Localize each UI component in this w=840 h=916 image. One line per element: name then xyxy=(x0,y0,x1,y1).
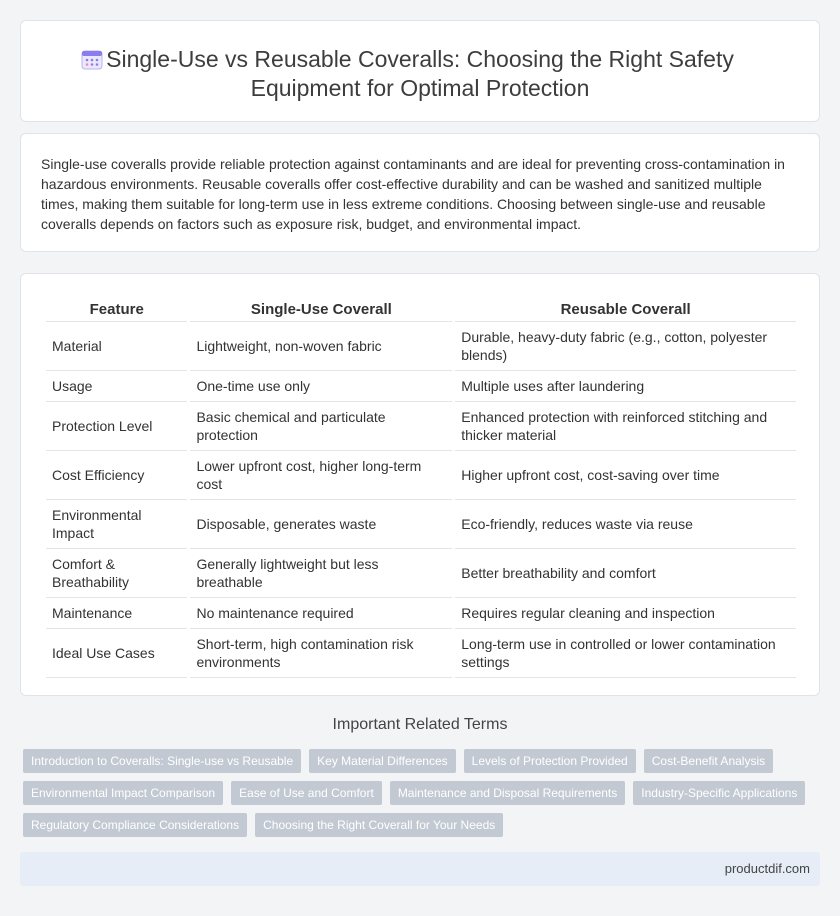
summary-card xyxy=(20,133,820,252)
feature-cell: Maintenance xyxy=(46,598,187,629)
header-card xyxy=(20,20,820,122)
single-use-cell: Basic chemical and particulate protection xyxy=(190,402,452,451)
reusable-cell: Long-term use in controlled or lower contamination settings xyxy=(455,629,796,678)
related-tag[interactable]: Choosing the Right Coverall for Your Needs xyxy=(255,813,503,837)
reusable-cell: Better breathability and comfort xyxy=(455,549,796,598)
table-header-row xyxy=(46,294,796,322)
feature-cell: Environmental Impact xyxy=(46,500,187,549)
table-row xyxy=(46,598,796,629)
related-tags xyxy=(23,749,823,837)
header-feature: Feature xyxy=(46,294,187,322)
related-tag[interactable]: Industry-Specific Applications xyxy=(633,781,805,805)
footer-site-link[interactable]: productdif.com xyxy=(724,861,810,876)
table-row xyxy=(46,500,796,549)
feature-cell: Cost Efficiency xyxy=(46,451,187,500)
feature-cell: Material xyxy=(46,322,187,371)
header-reusable: Reusable Coverall xyxy=(455,294,796,322)
related-tag[interactable]: Key Material Differences xyxy=(309,749,456,773)
table-row xyxy=(46,629,796,678)
related-tag[interactable]: Maintenance and Disposal Requirements xyxy=(390,781,625,805)
page-title: Single-Use vs Reusable Coveralls: Choosing the Right Safety Equipment for Optimal Protection xyxy=(106,46,734,101)
single-use-cell: Lightweight, non-woven fabric xyxy=(190,322,452,371)
reusable-cell: Multiple uses after laundering xyxy=(455,371,796,402)
single-use-cell: Lower upfront cost, higher long-term cost xyxy=(190,451,452,500)
related-tag[interactable]: Introduction to Coveralls: Single-use vs Reusable xyxy=(23,749,301,773)
reusable-cell: Higher upfront cost, cost-saving over time xyxy=(455,451,796,500)
table-row xyxy=(46,451,796,500)
comparison-table-card xyxy=(20,273,820,696)
feature-cell: Protection Level xyxy=(46,402,187,451)
reusable-cell: Requires regular cleaning and inspection xyxy=(455,598,796,629)
table-row xyxy=(46,322,796,371)
feature-cell: Usage xyxy=(46,371,187,402)
reusable-cell: Enhanced protection with reinforced stitching and thicker material xyxy=(455,402,796,451)
table-row xyxy=(46,549,796,598)
comparison-table xyxy=(43,294,799,678)
related-tag[interactable]: Regulatory Compliance Considerations xyxy=(23,813,247,837)
reusable-cell: Eco-friendly, reduces waste via reuse xyxy=(455,500,796,549)
related-tag[interactable]: Levels of Protection Provided xyxy=(464,749,636,773)
summary-paragraph: Single-use coveralls provide reliable protection against contaminants and are ideal for preventing cross-contamination in hazardous environments. Reusable coveralls offer cost-effective durability and can be washed and sanitized multiple times, making them suitable for long-term use in less extreme conditions. Choosing between single-use and reusable coveralls depends on factors such as exposure risk, budget, and environmental impact. xyxy=(41,156,785,232)
single-use-cell: Short-term, high contamination risk environments xyxy=(190,629,452,678)
related-tag[interactable]: Cost-Benefit Analysis xyxy=(644,749,773,773)
feature-cell: Comfort & Breathability xyxy=(46,549,187,598)
related-tag[interactable]: Ease of Use and Comfort xyxy=(231,781,382,805)
single-use-cell: Generally lightweight but less breathable xyxy=(190,549,452,598)
header-single-use: Single-Use Coverall xyxy=(190,294,452,322)
related-terms-heading: Important Related Terms xyxy=(332,716,508,733)
single-use-cell: No maintenance required xyxy=(190,598,452,629)
feature-cell: Ideal Use Cases xyxy=(46,629,187,678)
footer-bar xyxy=(20,852,820,886)
table-row xyxy=(46,371,796,402)
related-tag[interactable]: Environmental Impact Comparison xyxy=(23,781,223,805)
reusable-cell: Durable, heavy-duty fabric (e.g., cotton, polyester blends) xyxy=(455,322,796,371)
single-use-cell: One-time use only xyxy=(190,371,452,402)
table-row xyxy=(46,402,796,451)
single-use-cell: Disposable, generates waste xyxy=(190,500,452,549)
